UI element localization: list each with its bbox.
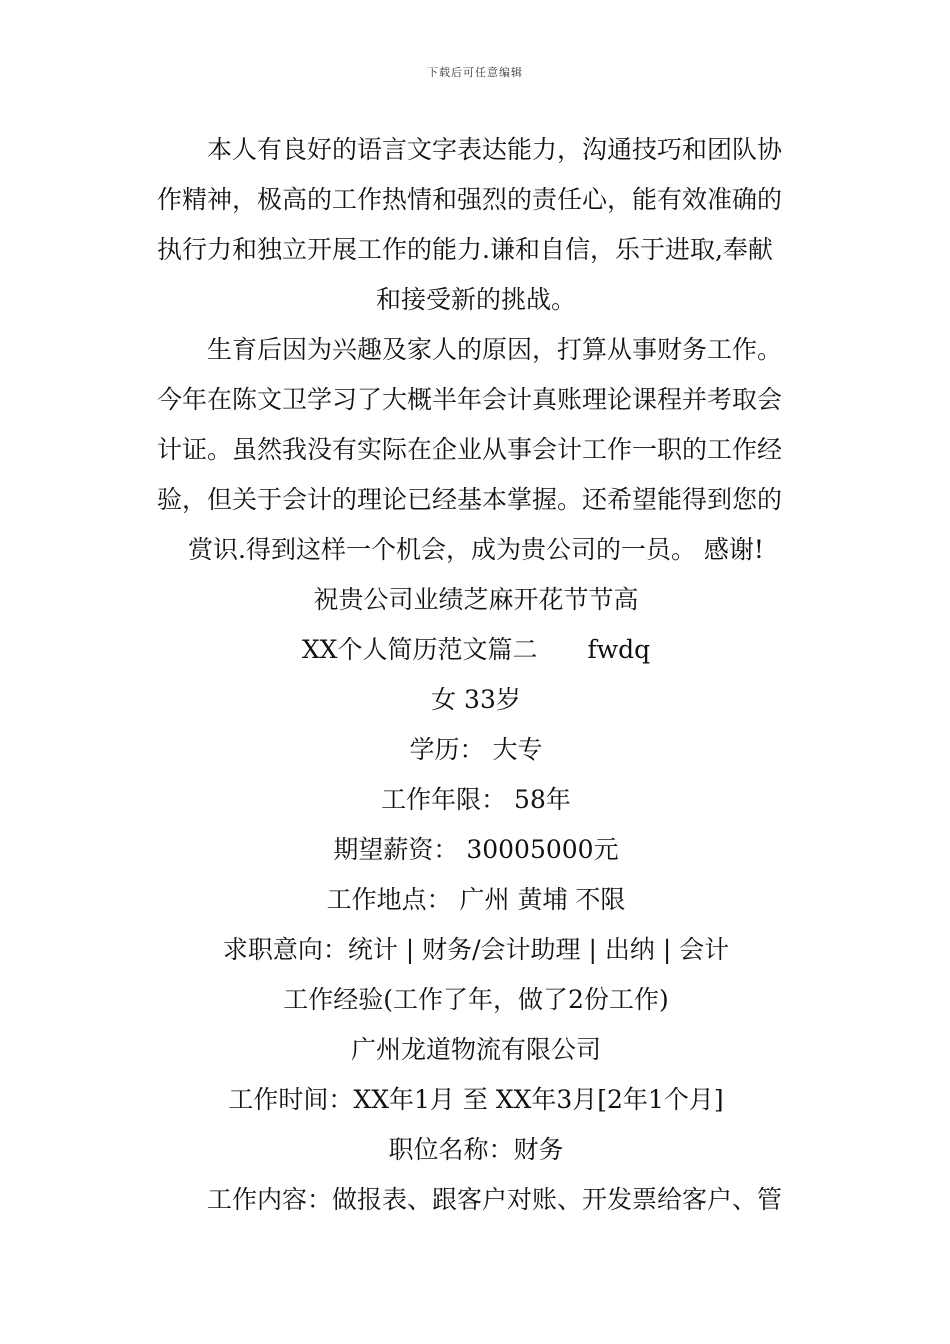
paragraph-line: 今年在陈文卫学习了大概半年会计真账理论课程并考取会 xyxy=(157,385,783,414)
paragraph-line: 赏识.得到这样一个机会，成为贵公司的一员。 感谢! xyxy=(188,535,764,564)
paragraph-line: 验，但关于会计的理论已经基本掌握。还希望能得到您的 xyxy=(157,485,783,514)
work-location: 工作地点： 广州 黄埔 不限 xyxy=(326,885,626,914)
paragraph-line: 本人有良好的语言文字表达能力，沟通技巧和团队协 xyxy=(207,135,783,164)
resume-title-suffix: fwdq xyxy=(587,635,651,664)
document-body xyxy=(157,125,795,1225)
expected-salary: 期望薪资： 30005000元 xyxy=(333,835,619,864)
paragraph-line: 执行力和独立开展工作的能力.谦和自信，乐于进取,奉献 xyxy=(157,235,773,264)
paragraph-line: 生育后因为兴趣及家人的原因，打算从事财务工作。 xyxy=(207,335,783,364)
company-name: 广州龙道物流有限公司 xyxy=(350,1035,601,1064)
experience-heading: 工作经验(工作了年，做了2份工作) xyxy=(283,985,669,1014)
paragraph-line: 计证。虽然我没有实际在企业从事会计工作一职的工作经 xyxy=(157,435,783,464)
work-time: 工作时间：XX年1月 至 XX年3月[2年1个月] xyxy=(228,1085,724,1114)
paragraph-line: 和接受新的挑战。 xyxy=(375,285,576,314)
gender-age: 女 33岁 xyxy=(431,685,521,714)
education: 学历： 大专 xyxy=(409,735,543,764)
job-intent: 求职意向：统计 | 财务/会计助理 | 出纳 | 会计 xyxy=(222,935,730,964)
closing-wish: 祝贵公司业绩芝麻开花节节高 xyxy=(313,585,639,614)
paragraph-line: 作精神，极高的工作热情和强烈的责任心，能有效准确的 xyxy=(157,185,783,214)
resume-title-line xyxy=(157,625,795,675)
position-name: 职位名称：财务 xyxy=(388,1135,564,1164)
work-duties: 工作内容：做报表、跟客户对账、开发票给客户、管 xyxy=(207,1185,783,1214)
page-header: 下载后可任意编辑 xyxy=(427,66,523,79)
work-years: 工作年限： 58年 xyxy=(381,785,571,814)
resume-title: XX个人简历范文篇二 xyxy=(301,635,538,664)
